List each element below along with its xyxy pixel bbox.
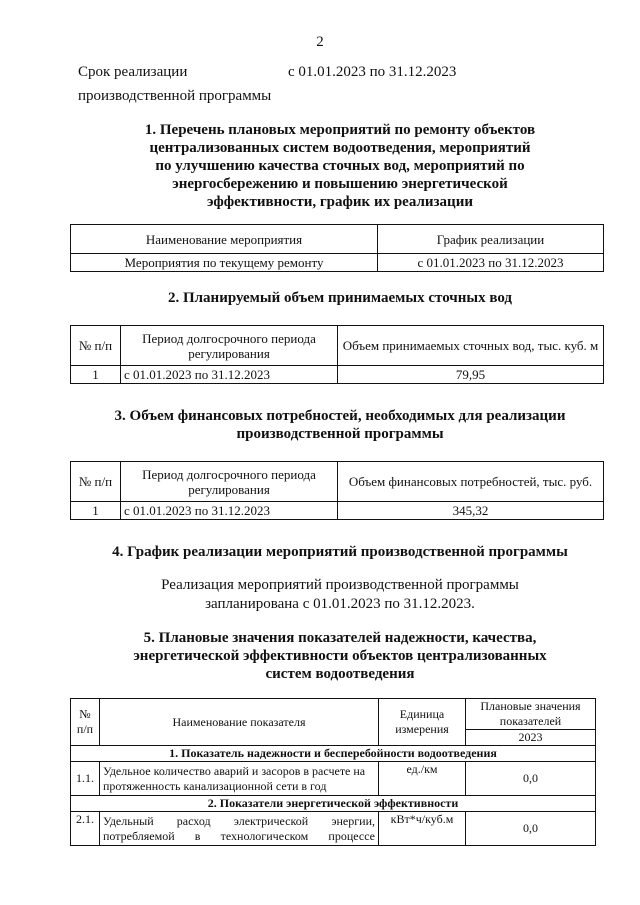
table-cell: 79,95 [338, 366, 604, 384]
header-cell: График реализации [378, 225, 604, 254]
term-label-line1: Срок реализации [78, 64, 188, 80]
header-cell: № п/п [71, 462, 121, 502]
table-cell: 1 [71, 366, 121, 384]
table-cell: 1.1. [71, 762, 100, 796]
table-cell: с 01.01.2023 по 31.12.2023 [121, 366, 338, 384]
section5-table [70, 698, 596, 846]
header-cell: 2023 [466, 730, 596, 746]
header-cell: Единица измерения [379, 699, 466, 746]
section5-title-line: энергетической эффективности объектов централизованных [133, 648, 547, 664]
row2-name-line: потребляемой в технологическом процессе [103, 828, 375, 843]
header-cell: Наименование мероприятия [71, 225, 378, 254]
section5-title [70, 629, 610, 683]
header-cell: Плановые значения показателей [466, 699, 596, 730]
term-value: с 01.01.2023 по 31.12.2023 [288, 64, 457, 80]
table-cell: с 01.01.2023 по 31.12.2023 [121, 502, 338, 520]
section5-title-line: 5. Плановые значения показателей надежности, качества, [143, 630, 537, 646]
section1-title-line: эффективности, график их реализации [207, 194, 473, 210]
section4-title: 4. График реализации мероприятий производственной программы [112, 544, 568, 560]
section1-title-line: централизованных систем водоотведения, мероприятий [149, 140, 531, 156]
header-cell: Период долгосрочного периода регулирования [121, 462, 338, 502]
section5-title-line: систем водоотведения [265, 666, 415, 682]
section1-table [70, 224, 604, 272]
group-row: 1. Показатель надежности и бесперебойности водоотведения [71, 746, 596, 762]
section4-text-line: запланирована с 01.01.2023 по 31.12.2023. [205, 596, 475, 612]
table-cell: Удельное количество аварий и засоров в расчете на протяженность канализационной сети в год [100, 762, 379, 796]
section3-table [70, 461, 604, 520]
header-cell: Период долгосрочного периода регулирования [121, 326, 338, 366]
header-cell: Объем финансовых потребностей, тыс. руб. [338, 462, 604, 502]
section2-table [70, 325, 604, 384]
row2-name-line: Удельный расход электрической энергии, [103, 813, 375, 828]
table-cell: 0,0 [466, 812, 596, 846]
section1-title-line: энергосбережению и повышению энергетической [172, 176, 508, 192]
table-cell: 0,0 [466, 762, 596, 796]
table-cell: кВт*ч/куб.м [379, 812, 466, 846]
section3-title [70, 407, 610, 443]
section4-text [70, 576, 610, 614]
section1-title [70, 121, 610, 211]
table-cell: ед./км [379, 762, 466, 796]
section2-title: 2. Планируемый объем принимаемых сточных вод [167, 290, 513, 306]
term-label-line2: производственной программы [78, 88, 272, 104]
header-cell: Объем принимаемых сточных вод, тыс. куб. м [338, 326, 604, 366]
header-cell: № п/п [71, 326, 121, 366]
section1-title-line: по улучшению качества сточных вод, мероприятий по [155, 158, 525, 174]
table-cell: 1 [71, 502, 121, 520]
term-label [78, 62, 271, 106]
section3-title-line: производственной программы [236, 426, 444, 442]
header-cell: № п/п [71, 699, 100, 746]
table-cell: 2.1. [71, 812, 100, 846]
group-row: 2. Показатели энергетической эффективности [71, 796, 596, 812]
section1-title-line: 1. Перечень плановых мероприятий по ремонту объектов [144, 122, 536, 138]
table-cell: 345,32 [338, 502, 604, 520]
table-cell [100, 812, 379, 846]
page-number: 2 [316, 34, 324, 50]
table-cell: Мероприятия по текущему ремонту [71, 254, 378, 272]
header-cell: Наименование показателя [100, 699, 379, 746]
table-cell: с 01.01.2023 по 31.12.2023 [378, 254, 604, 272]
section4-text-line: Реализация мероприятий производственной программы [161, 577, 519, 593]
section3-title-line: 3. Объем финансовых потребностей, необходимых для реализации [114, 408, 566, 424]
